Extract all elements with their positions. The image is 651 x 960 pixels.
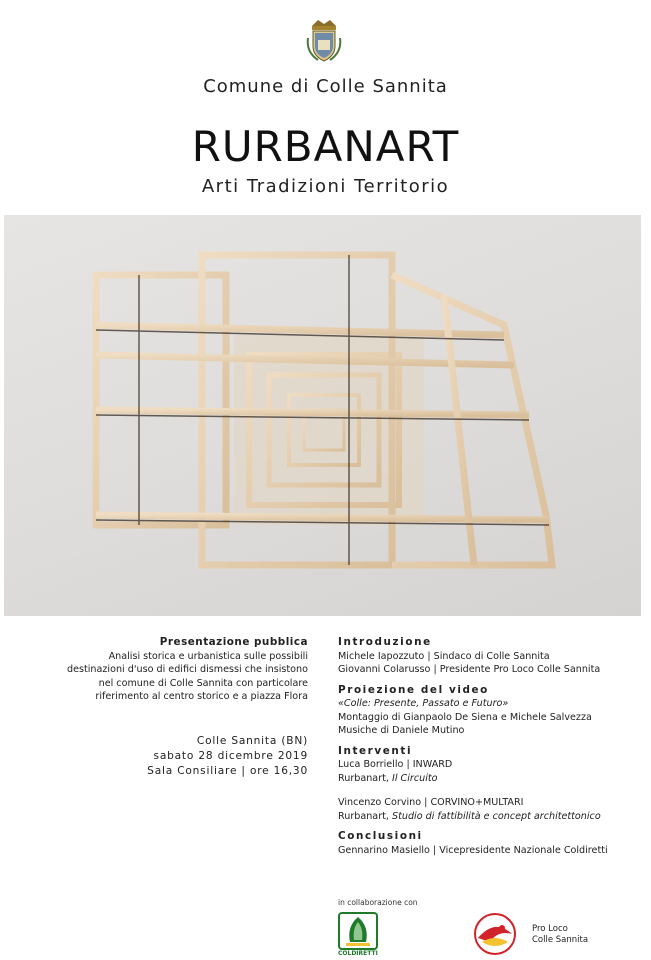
- talk-2-prefix: Rurbanart,: [338, 810, 389, 822]
- conclusioni-heading: Conclusioni: [338, 830, 423, 842]
- presentation-line: destinazioni d'uso di edifici dismessi che insistono: [67, 664, 308, 675]
- event-details: [48, 734, 308, 779]
- talk-1: [338, 772, 648, 786]
- presentation-line: nel comune di Colle Sannita con particolare: [98, 677, 308, 689]
- introduzione-line: Michele Iapozzuto | Sindaco di Colle Sannita: [338, 650, 550, 662]
- pro-loco-logo-icon: [468, 912, 522, 956]
- video-title: «Colle: Presente, Passato e Futuro»: [338, 698, 509, 709]
- municipality-crest-icon: [306, 18, 342, 64]
- pro-loco-name: [532, 924, 588, 946]
- coldiretti-label: COLDIRETTI: [338, 950, 378, 957]
- talk-2-title: Studio di fattibilità e concept architettonico: [392, 810, 601, 822]
- proiezione-heading: Proiezione del video: [338, 683, 489, 696]
- pro-loco-line-1: Pro Loco: [532, 924, 568, 934]
- presentation-line: riferimento al centro storico e a piazza Flora: [95, 691, 308, 702]
- speaker-2: Vincenzo Corvino | CORVINO+MULTARI: [338, 797, 524, 808]
- proiezione-line: Montaggio di Gianpaolo De Siena e Michele Salvezza: [338, 711, 592, 723]
- presentation-block: [8, 636, 308, 704]
- interventi-heading: Interventi: [338, 744, 413, 757]
- event-subtitle: Arti Tradizioni Territorio: [201, 176, 450, 197]
- talk-1-prefix: Rurbanart,: [338, 772, 389, 784]
- event-venue: Sala Consiliare | ore 16,30: [147, 765, 308, 777]
- wooden-lattice-sculpture-icon: [4, 215, 641, 616]
- talk-1-title: Il Circuito: [392, 772, 438, 784]
- conclusioni-line: Gennarino Masiello | Vicepresidente Nazionale Coldiretti: [338, 844, 608, 856]
- introduzione-line: Giovanni Colarusso | Presidente Pro Loco Colle Sannita: [338, 664, 601, 675]
- event-place: Colle Sannita (BN): [196, 735, 308, 747]
- presentation-heading: Presentazione pubblica: [159, 636, 308, 648]
- event-title: RURBANART: [191, 122, 460, 171]
- proiezione-line: Musiche di Daniele Mutino: [338, 725, 465, 736]
- event-date: sabato 28 dicembre 2019: [153, 750, 308, 762]
- program-block: [338, 636, 648, 857]
- collaboration-label: in collaborazione con: [338, 898, 418, 907]
- sculpture-photo: [4, 215, 641, 616]
- speaker-1: Luca Borriello | INWARD: [338, 759, 453, 770]
- pro-loco-line-2: Colle Sannita: [532, 935, 589, 945]
- talk-2: [338, 810, 648, 824]
- introduzione-heading: Introduzione: [338, 636, 432, 648]
- presentation-line: Analisi storica e urbanistica sulle possibili: [108, 650, 308, 662]
- municipality-name: Comune di Colle Sannita: [203, 76, 448, 97]
